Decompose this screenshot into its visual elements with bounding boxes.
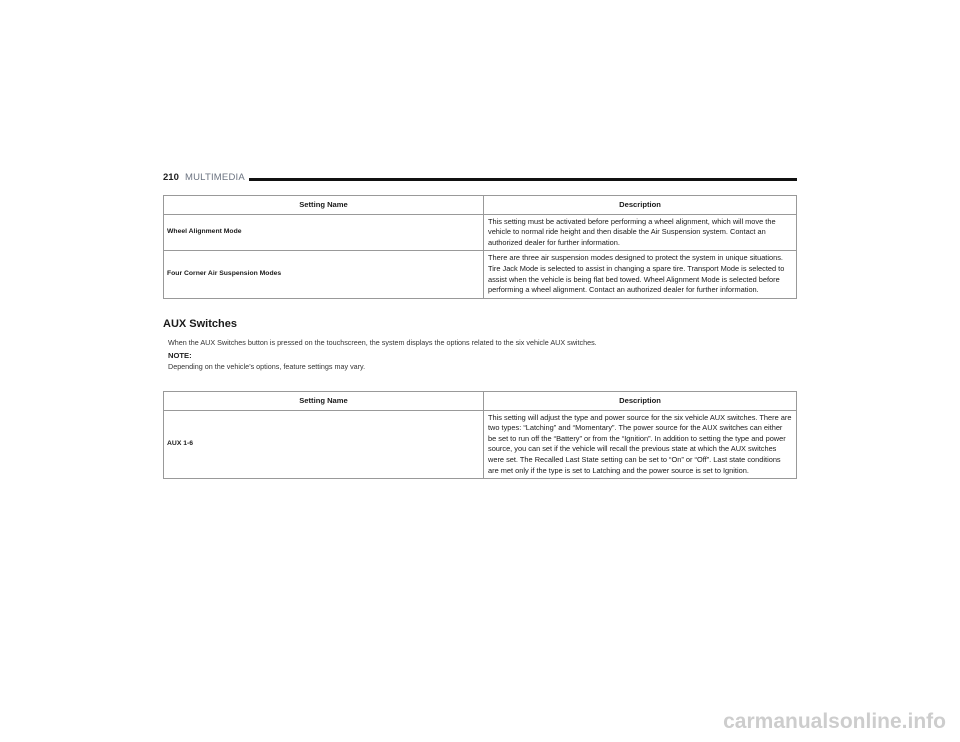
section-title: MULTIMEDIA [185,172,245,183]
setting-description-cell: There are three air suspension modes designed to protect the system in unique situations. Tire Jack Mode is selected to assist in changing a spare tire. Transport Mode is selected to assist when the vehicle is being flat bed towed. Wheel Alignment Mode is selected before performing a wheel alignment. Contact an authorized dealer for further information. [484,251,797,298]
table-row [164,251,797,298]
page-number: 210 [163,172,179,183]
table-header-row [164,196,797,215]
setting-name-cell: AUX 1-6 [164,410,484,479]
column-header-setting-name: Setting Name [164,196,484,215]
column-header-description: Description [484,196,797,215]
watermark-text: carmanualsonline.info [723,710,946,733]
column-header-setting-name: Setting Name [164,392,484,411]
watermark-logo [708,706,946,734]
aux-switches-intro: When the AUX Switches button is pressed on the touchscreen, the system displays the options related to the six vehicle AUX switches. [168,338,597,347]
settings-table-air-suspension [163,195,797,299]
settings-table-aux [163,391,797,479]
setting-name-cell: Four Corner Air Suspension Modes [164,251,484,298]
note-label: NOTE: [168,351,192,360]
header-rule [249,178,797,181]
table-row [164,410,797,479]
setting-description-cell: This setting must be activated before performing a wheel alignment, which will move the vehicle to normal ride height and then disable the Air Suspension system. Contact an authorized dealer for further information. [484,214,797,251]
column-header-description: Description [484,392,797,411]
table-header-row [164,392,797,411]
note-text: Depending on the vehicle’s options, feature settings may vary. [168,362,366,371]
table-row [164,214,797,251]
setting-description-cell: This setting will adjust the type and power source for the six vehicle AUX switches. There are two types: “Latching” and “Momentary”. The power source for the AUX switches can either be set to run off the “Battery” or from the “Ignition”. In addition to setting the type and power source, you can set if the vehicle will recall the previous state at which the AUX switches were set. The Recalled Last State setting can be set to “On” or “Off”. Last state conditions are met only if the type is set to Latching and the power source is set to Ignition. [484,410,797,479]
setting-name-cell: Wheel Alignment Mode [164,214,484,251]
aux-switches-heading: AUX Switches [163,318,237,330]
page-header [163,172,799,186]
